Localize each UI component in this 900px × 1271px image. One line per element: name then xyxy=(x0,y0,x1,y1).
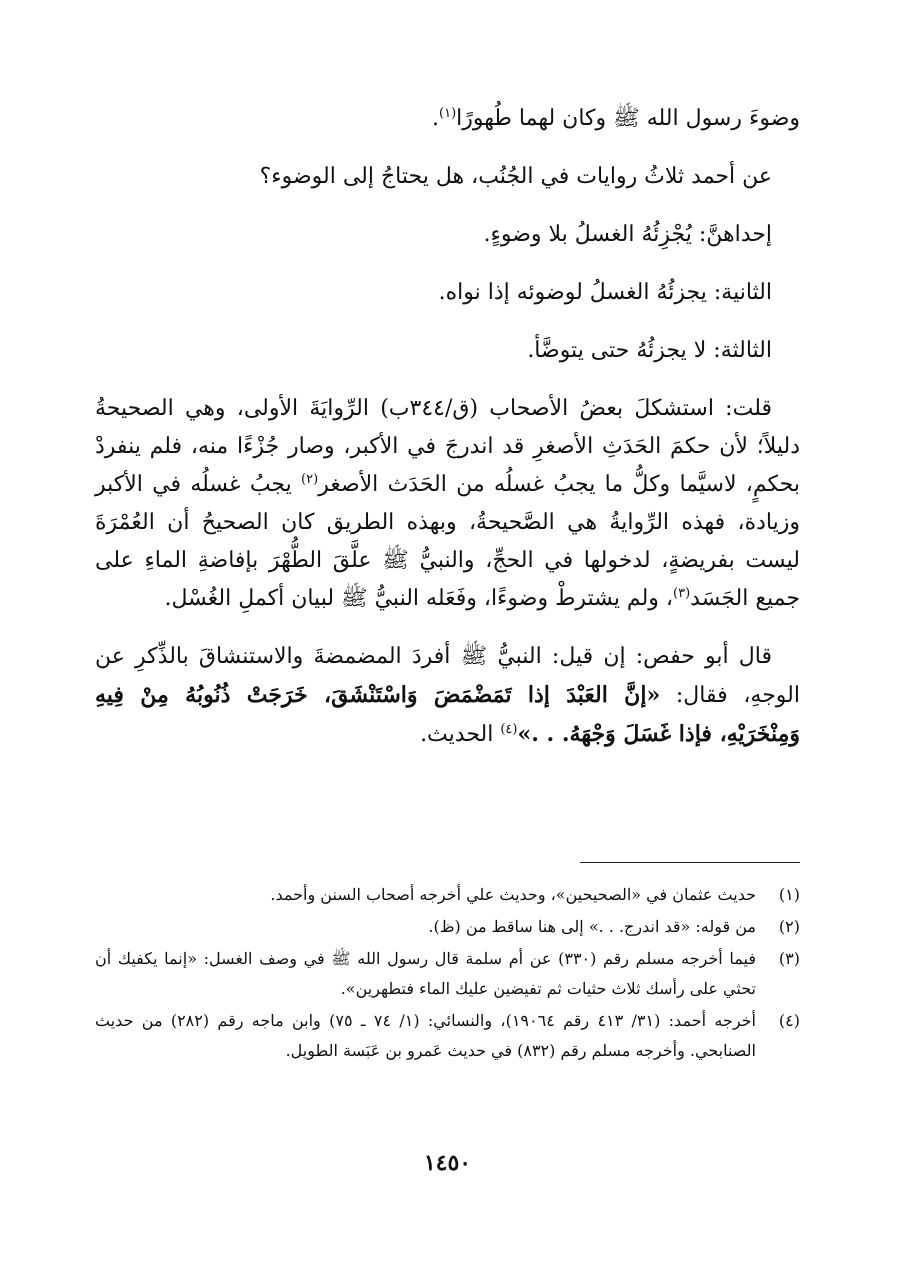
question-line: عن أحمد ثلاثُ روايات في الجُنُب، هل يحتاجُ إلى الوضوء؟ xyxy=(259,164,772,189)
footnote-number: (٤) xyxy=(778,1011,800,1030)
page-number: ١٤٥٠ xyxy=(423,1150,472,1176)
footnote-ref-2: (٢) xyxy=(301,472,319,487)
footnote-2 xyxy=(95,912,800,942)
main-text xyxy=(95,100,800,774)
footnote-text: من قوله: «قد اندرج. . .» إلى هنا ساقط من (ظ). xyxy=(428,917,756,936)
book-page xyxy=(95,0,800,1271)
footnote-4 xyxy=(95,1006,800,1066)
paragraph-qult-part-c: ، ولم يشترطْ وضوءًا، وفَعَله النبيُّ ﷺ لبيان أكملِ الغُسْل. xyxy=(164,586,673,611)
paragraph-qult xyxy=(95,390,800,618)
continuation-text: وضوءَ رسول الله ﷺ وكان لهما طُهورًا xyxy=(456,106,800,131)
hadith-quote: «إنَّ العَبْدَ إذا تَمَضْمَضَ وَاسْتَنْشَقَ، خَرَجَتْ ذُنُوبُهُ مِنْ فِيهِ وَمِنْخَرَيْهِ، فإذا غَسَلَ وَجْهَهُ. . .» xyxy=(95,682,800,747)
footnote-number: (١) xyxy=(778,885,800,904)
footnote-text: حديث عثمان في «الصحيحين»، وحديث علي أخرجه أصحاب السنن وأحمد. xyxy=(270,885,756,904)
paragraph-abu-hafs xyxy=(95,638,800,754)
paragraph-abu-hafs-part-a: قال أبو حفص: إن قيل: النبيُّ ﷺ أفردَ المضمضةَ والاستنشاقَ بالذِّكرِ عن الوجهِ، فقال: xyxy=(95,644,800,708)
riwaya-first: إحداهنَّ: يُجْزِئُهُ الغسلُ بلا وضوءٍ. xyxy=(483,222,772,247)
footnote-text: أخرجه أحمد: (٣١/ ٤١٣ رقم ١٩٠٦٤)، والنسائي: (١/ ٧٤ ـ ٧٥) وابن ماجه رقم (٢٨٢) من حديث الصنابحي. وأخرجه مسلم رقم (٨٣٢) في حديث عَمرو بن عَبَسة الطويل. xyxy=(95,1011,756,1060)
riwaya-second: الثانية: يجزئُهُ الغسلُ لوضوئه إذا نواه. xyxy=(438,280,772,305)
paragraph-qult-part-a: قلت: استشكلَ بعضُ الأصحاب (ق/٣٤٤ب) الرِّوايَةَ الأولى، وهي الصحيحةُ دليلاً؛ لأن حكمَ الحَدَثِ الأصغرِ قد اندرجَ في الأكبر، وصار جُزْءًا منه، فلم ينفردْ بحكمٍ، لاسيَّما وكلُّ ما يجبُ غسلُه من الحَدَث الأصغر xyxy=(95,396,801,497)
riwaya-third: الثالثة: لا يجزئُهُ حتى يتوضَّأ. xyxy=(527,338,772,363)
continuation-end: . xyxy=(432,106,440,131)
footnote-number: (٣) xyxy=(778,949,800,968)
footnote-1 xyxy=(95,880,800,910)
paragraph-abu-hafs-part-b: الحديث. xyxy=(420,722,501,747)
footnotes xyxy=(95,880,800,1068)
footnote-separator xyxy=(580,862,800,863)
continuation-line xyxy=(95,100,800,138)
footnote-ref-4: (٤) xyxy=(500,722,518,737)
footnote-3 xyxy=(95,944,800,1004)
footnote-number: (٢) xyxy=(778,917,800,936)
footnote-text: فيما أخرجه مسلم رقم (٣٣٠) عن أم سلمة قال رسول الله ﷺ في وصف الغسل: «إنما يكفيك أن تحثي على رأسك ثلاث حثيات ثم تفيضين عليك الماء فتطهرين». xyxy=(95,949,757,998)
paragraph-qult-part-b: يجبُ غسلُه في الأكبر وزيادة، فهذه الرِّوايةُ هي الصَّحيحةُ، وبهذه الطريق كان الصحيحُ أن العُمْرَةَ ليست بفريضةٍ، لدخولها في الحجِّ، والنبيُّ ﷺ علَّقَ الطُّهْرَ بإفاضةِ الماءِ على جميع الجَسَد xyxy=(95,472,800,611)
footnote-ref-1: (١) xyxy=(439,106,457,121)
footnote-ref-3: (٣) xyxy=(673,586,691,601)
